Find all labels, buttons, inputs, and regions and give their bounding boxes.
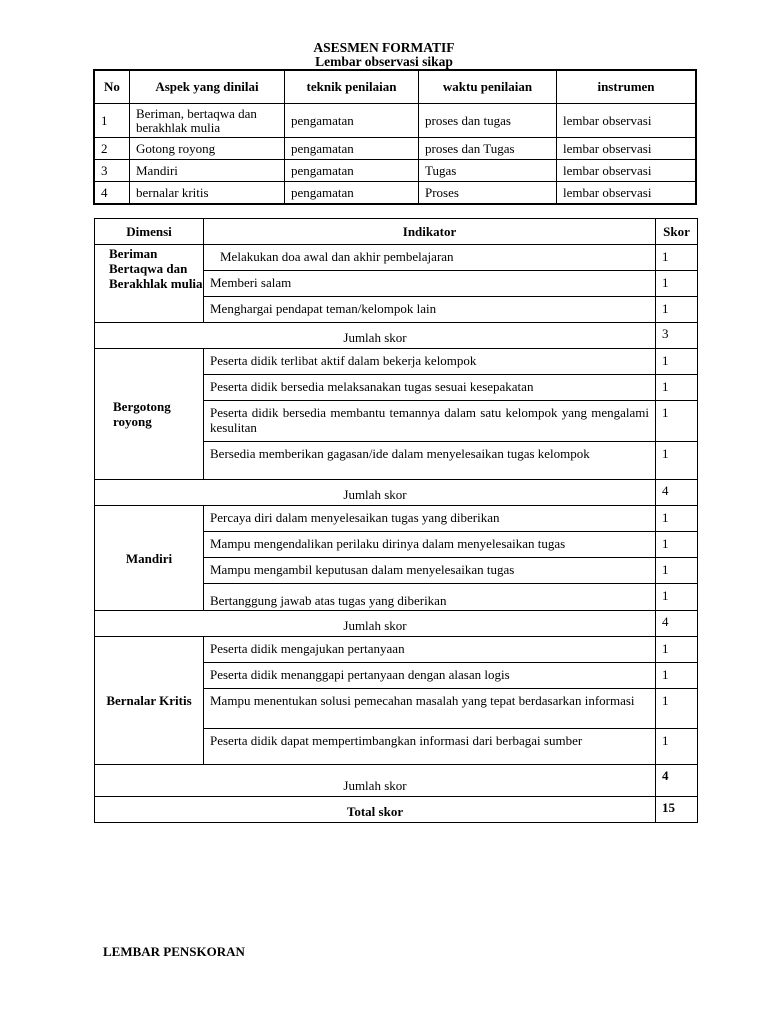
cell-waktu: proses dan tugas xyxy=(419,104,557,138)
indicator-score: 1 xyxy=(656,375,698,401)
indicator-text: Mampu mengendalikan perilaku dirinya dalam menyelesaikan tugas xyxy=(204,532,656,558)
indicator-text: Peserta didik bersedia melaksanakan tugas sesuai kesepakatan xyxy=(204,375,656,401)
indicator-score: 1 xyxy=(656,532,698,558)
dimension-label: Bernalar Kritis xyxy=(95,637,204,765)
subtotal-label: Jumlah skor xyxy=(95,765,656,797)
indicator-score: 1 xyxy=(656,349,698,375)
table-row xyxy=(95,245,698,271)
cell-teknik: pengamatan xyxy=(285,160,419,182)
subtotal-label: Jumlah skor xyxy=(95,611,656,637)
subtotal-score: 4 xyxy=(656,765,698,797)
indicator-text: Bersedia memberikan gagasan/ide dalam menyelesaikan tugas kelompok xyxy=(204,442,656,480)
cell-instrumen: lembar observasi xyxy=(557,104,697,138)
indicator-text: Peserta didik menanggapi pertanyaan dengan alasan logis xyxy=(204,663,656,689)
cell-teknik: pengamatan xyxy=(285,104,419,138)
cell-aspek: Gotong royong xyxy=(130,138,285,160)
cell-aspek-text: Beriman, bertaqwa dan berakhlak mulia xyxy=(136,105,257,135)
document-title: ASESMEN FORMATIF xyxy=(313,40,455,55)
col-header-indikator: Indikator xyxy=(204,219,656,245)
indicator-text: Mampu mengambil keputusan dalam menyelesaikan tugas xyxy=(204,558,656,584)
subtotal-score: 4 xyxy=(656,611,698,637)
table-header-row xyxy=(95,219,698,245)
table-row xyxy=(95,349,698,375)
indicator-score: 1 xyxy=(656,245,698,271)
indicator-text: Peserta didik bersedia membantu temannya dalam satu kelompok yang mengalami kesulitan xyxy=(204,401,656,442)
total-row xyxy=(95,797,698,823)
cell-waktu: Proses xyxy=(419,182,557,205)
subtotal-row xyxy=(95,611,698,637)
col-header-waktu: waktu penilaian xyxy=(419,70,557,104)
cell-waktu: Tugas xyxy=(419,160,557,182)
cell-aspek xyxy=(130,104,285,138)
indicator-score: 1 xyxy=(656,506,698,532)
indicator-text: Bertanggung jawab atas tugas yang diberikan xyxy=(204,584,656,611)
subtotal-label: Jumlah skor xyxy=(95,323,656,349)
col-header-dimensi: Dimensi xyxy=(95,219,204,245)
indicator-score: 1 xyxy=(656,271,698,297)
subtotal-score: 4 xyxy=(656,480,698,506)
table-row xyxy=(95,637,698,663)
section-heading-penskoran: LEMBAR PENSKORAN xyxy=(103,944,245,959)
table-row xyxy=(94,138,696,160)
cell-instrumen: lembar observasi xyxy=(557,138,697,160)
cell-no: 4 xyxy=(94,182,130,205)
cell-aspek: bernalar kritis xyxy=(130,182,285,205)
indicator-text: Melakukan doa awal dan akhir pembelajaran xyxy=(204,245,656,271)
col-header-skor: Skor xyxy=(656,219,698,245)
cell-waktu: proses dan Tugas xyxy=(419,138,557,160)
indicator-score: 1 xyxy=(656,729,698,765)
subtotal-row xyxy=(95,323,698,349)
indicator-text: Peserta didik terlibat aktif dalam bekerja kelompok xyxy=(204,349,656,375)
indicator-score: 1 xyxy=(656,442,698,480)
indicator-text: Peserta didik mengajukan pertanyaan xyxy=(204,637,656,663)
cell-instrumen: lembar observasi xyxy=(557,160,697,182)
dimension-label: Mandiri xyxy=(95,506,204,611)
subtotal-label: Jumlah skor xyxy=(95,480,656,506)
cell-no: 2 xyxy=(94,138,130,160)
cell-no: 3 xyxy=(94,160,130,182)
document-subtitle: Lembar observasi sikap xyxy=(315,54,453,69)
subtotal-row xyxy=(95,480,698,506)
col-header-teknik: teknik penilaian xyxy=(285,70,419,104)
table-row xyxy=(94,160,696,182)
table-header-row xyxy=(94,70,696,104)
indicator-score: 1 xyxy=(656,637,698,663)
col-header-instrumen: instrumen xyxy=(557,70,697,104)
assessment-aspects-table xyxy=(93,69,697,205)
indicator-score: 1 xyxy=(656,689,698,729)
indicator-score: 1 xyxy=(656,297,698,323)
table-row xyxy=(94,182,696,205)
indicator-text: Percaya diri dalam menyelesaikan tugas yang diberikan xyxy=(204,506,656,532)
indicator-text: Peserta didik dapat mempertimbangkan informasi dari berbagai sumber xyxy=(204,729,656,765)
indicator-score: 1 xyxy=(656,401,698,442)
dimension-label: Beriman Bertaqwa dan Berakhlak mulia xyxy=(95,245,204,323)
col-header-aspek: Aspek yang dinilai xyxy=(130,70,285,104)
indicator-text: Menghargai pendapat teman/kelompok lain xyxy=(204,297,656,323)
indicator-text: Mampu menentukan solusi pemecahan masalah yang tepat berdasarkan informasi xyxy=(204,689,656,729)
indicator-score-table xyxy=(94,218,698,823)
subtotal-row xyxy=(95,765,698,797)
table-row xyxy=(95,506,698,532)
cell-teknik: pengamatan xyxy=(285,138,419,160)
indicator-score: 1 xyxy=(656,558,698,584)
total-label: Total skor xyxy=(95,797,656,823)
cell-aspek: Mandiri xyxy=(130,160,285,182)
subtotal-score: 3 xyxy=(656,323,698,349)
cell-no: 1 xyxy=(94,104,130,138)
total-score: 15 xyxy=(656,797,698,823)
cell-teknik: pengamatan xyxy=(285,182,419,205)
indicator-score: 1 xyxy=(656,663,698,689)
indicator-score: 1 xyxy=(656,584,698,611)
col-header-no: No xyxy=(94,70,130,104)
dimension-label: Bergotong royong xyxy=(95,349,204,480)
table-row xyxy=(94,104,696,138)
cell-instrumen: lembar observasi xyxy=(557,182,697,205)
indicator-text: Memberi salam xyxy=(204,271,656,297)
